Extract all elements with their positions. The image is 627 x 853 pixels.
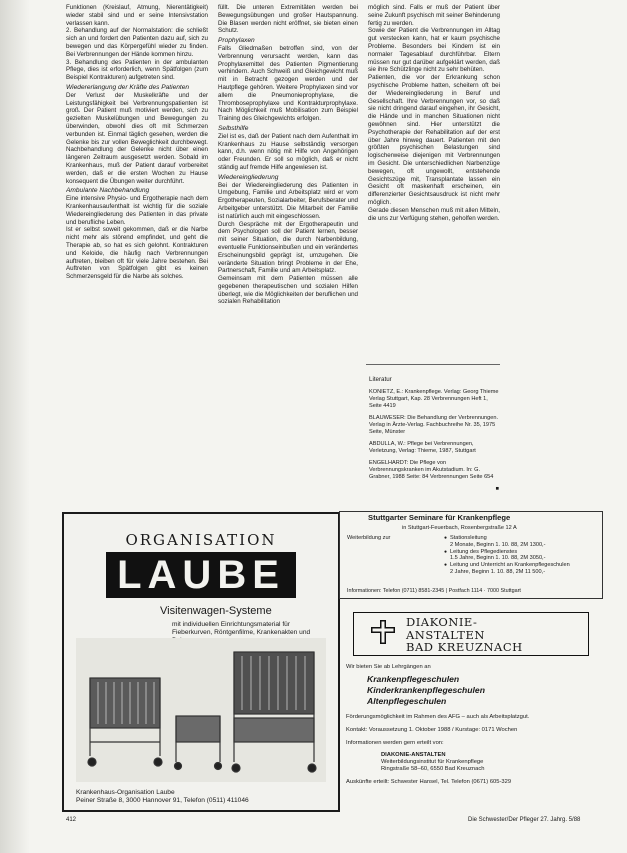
laube-address: Peiner Straße 8, 3000 Hannover 91, Telefon (0511) 411046 [76, 797, 249, 804]
article-paragraph: Falls Gliedmaßen betroffen sind, von der Verbrennung verursacht werden, kann das Prophylaxemittel des Patienten Pigmentierung verhindern. Auch Schweiß und Gleichgewicht muß mit in Betracht gezogen werden und der Hautpflege gehören. Weitere Prophylaxen sind vor allem die Pneumonieprophylaxe, die Thromboseprophylaxe und Kontrakturprophylaxe. Nach Möglichkeit muß Mobilisation zum Beispiel Training des Gleichgewichts erfolgen. [218, 44, 358, 123]
article-column-3 [368, 4, 500, 349]
page-number: 412 [66, 817, 77, 823]
article-paragraph: Patienten, die vor der Erkrankung schon psychische Probleme hatten, scheitern oft bei der Wiedereingliederung in Beruf und Gesellschaft. Ihre Verbrennungen vor, so daß sie nicht dringend darauf eingehen, ihr Gesicht, die Hände und in manchen Situationen nicht gewöhnen sind. Hier unterstützt die Psychotherapie der Rehabilitation auf der erst über Jahre hinweg dauert. Patienten mit den größten psychischen Belastungen sind logischerweise diejenigen mit Verbrennungen im Gesicht. Die unterschiedlichen Narbenzüge bewegen, oft ungewollt, entstehende Gesichtszüge mit, Transplantate lassen ein Gesicht oft maskenhaft erscheinen, ein differenzierter Gesichtsausdruck ist nicht mehr möglich. [368, 74, 500, 206]
article-paragraph: Gemeinsam mit dem Patienten müssen alle gegebenen therapeutischen und sozialen Hilfen überlegt, wie die Möglichkeiten der beruflichen und sozialen Rehabilitation [218, 275, 358, 306]
literature-entry: ABDULLA, W.: Pflege bei Verbrennungen, Verletzung, Verlag: Thieme, 1987, Stuttgart [369, 441, 476, 454]
literature-entry: BLAUWESER: Die Behandlung der Verbrennungen. Verlag in Ärzte-Verlag. Fachbuchreihe Nr. 35, 1975 Seite, Münster [369, 415, 499, 435]
stuttgart-info: Informationen: Telefon (0711) 8581-2345 | Postfach 1114 · 7000 Stuttgart [347, 588, 521, 594]
article-paragraph: Sowie der Patient die Verbrennungen im Alltag gut verstecken kann, hat er kaum psychische Probleme. Besonders bei Kindern ist ein normaler Tagesablauf durchführbar. Eltern müssen nur gut darüber aufgeklärt werden, daß sie ihre Schützlinge nicht zu sehr behüten. [368, 27, 500, 74]
article-subheading: Ambulante Nachbehandlung [66, 187, 150, 195]
diakonie-intro: Wir bieten Sie ab Lehrgängen an [346, 664, 431, 670]
diakonie-name [406, 616, 523, 654]
article-paragraph: Durch Gespräche mit der Ergotherapeutin und dem Psychologen soll der Patient lernen, besser mit seiner Situation, die durch Narbenbildung, eventuelle Funktionseinbußen und ein verändertes Erscheinungsbild geprägt ist, umzugehen. Die veränderte Situation bringt Probleme in der Ehe, Partnerschaft, Familie und am Arbeitsplatz. [218, 220, 358, 275]
course-title: ● Leitung und Unterricht an Krankenpflegeschulen [444, 562, 594, 569]
diakonie-name-line: DIAKONIE- [406, 615, 478, 629]
article-paragraph: Eine intensive Physio- und Ergotherapie nach dem Krankenhausaufenthalt ist wichtig für die soziale Wiedereingliederung des Patienten in das private und berufliche Leben. [66, 195, 208, 226]
diakonie-contact: Ringstraße 58–60, 6550 Bad Kreuznach [381, 766, 485, 772]
laube-headline: Visitenwagen-Systeme [160, 605, 272, 617]
end-mark: ■ [495, 486, 499, 492]
article-paragraph: Bei der Wiedereingliederung des Patienten in Umgebung, Familie und Arbeitsplatz wird er vom Ergotherapeuten, Sozialarbeiter, Berufsberater und Arbeitgeber unterstützt. Die Mitarbeit der Familie ist natürlich auch mit eingeschlossen. [218, 181, 358, 220]
article-paragraph: 3. Behandlung des Patienten in der ambulanten Pflege, dies ist erforderlich, wenn Spätfolgen (zum Beispiel Kontrakturen) aufgetreten sind. [66, 58, 208, 82]
course-title: ● Stationsleitung [444, 535, 594, 542]
article-subheading: Wiedererlangung der Kräfte des Patienten [66, 83, 190, 91]
diakonie-contact: Weiterbildungsinstitut für Krankenpflege [381, 759, 484, 765]
diakonie-text: Kontakt: Voraussetzung 1. Oktober 1988 / Kurstage: 0171 Wochen [346, 727, 518, 733]
stuttgart-further: Weiterbildung zur [347, 535, 391, 541]
laube-footer [76, 789, 326, 805]
article-column-1 [66, 4, 208, 460]
diakonie-program: Altenpflegeschulen [367, 696, 447, 706]
literature-section [369, 376, 499, 498]
article-subheading: Selbsthilfe [218, 124, 249, 132]
diakonie-program: Kinderkrankenpflegeschulen [367, 685, 485, 695]
laube-advertisement [62, 512, 340, 812]
course-detail: 1.5 Jahre, Beginn 1. 10. 88, 2M 3050,- [450, 555, 546, 562]
article-paragraph: möglich sind. Falls er muß der Patient über seine Zukunft psychisch mit seiner Behinderung fertig zu werden. [368, 4, 500, 27]
cross-icon [370, 619, 396, 645]
diakonie-text: Auskünfte erteilt: Schwester Hansel, Tel. Telefon (0671) 605-329 [346, 779, 512, 785]
diakonie-advertisement [341, 612, 611, 806]
article-paragraph: Gerade diesen Menschen muß mit allen Mitteln, die uns zur Verfügung stehen, geholfen werden. [368, 206, 500, 222]
article-column-2 [218, 4, 358, 504]
diakonie-name-line: ANSTALTEN [406, 627, 485, 642]
visitenwagen-photo [76, 638, 326, 782]
stuttgart-address: in Stuttgart-Feuerbach, Rosenbergstraße 12 A [402, 525, 517, 531]
scan-shadow [0, 0, 30, 853]
literature-entry: ENGELHARDT: Die Pflege von Verbrennungskranken im Akutstadium. In: G. Grabner, 1988 Seite: 84 Verbrennungen Seite 654 [369, 460, 494, 480]
stuttgart-course-list [444, 535, 594, 576]
diakonie-text: Förderungsmöglichkeit im Rahmen des AFG – auch als Arbeitsplatzgut. [346, 714, 530, 720]
course-detail: 2 Monate, Beginn 1. 10. 88, 2M 1300,- [450, 541, 546, 548]
literature-heading: Literatur [369, 376, 392, 383]
laube-subline: mit individuellen Einrichtungsmaterial für Fieberkurven, Röntgenfilme, Krankenakten und [172, 621, 311, 636]
stuttgart-seminar-ad [339, 511, 603, 599]
laube-logo: LAUBE [106, 552, 296, 598]
article-paragraph: Der Verlust der Muskelkräfte und der Leistungsfähigkeit bei Verbrennungspatienten ist groß. Der Patient muß motiviert werden, sich zu gezielten Muskelübungen und Bewegungen zu überwinden, obwohl dies oft mit Schmerzen verbunden ist. Einmal täglich gesehen, werden die Gelenke bis zur vollen Beweglichkeit durchbewegt. Nachbehandlung der Gelenke nicht über einen längeren Zeitraum ausgesetzt werden. Sobald im Krankenhaus, muß der Patient darauf vorbereitet werden, daß er die ersten Wochen zu Hause konsequent die Übungen weiter durchführt. [66, 91, 208, 185]
article-subheading: Wiedereingliederung [218, 173, 279, 181]
laube-organisation: ORGANISATION [125, 531, 277, 549]
article-paragraph: Ziel ist es, daß der Patient nach dem Aufenthalt im Krankenhaus zu Hause selbständig versorgen kann, d.h. wenn nötig mit Hilfe von Angehörigen oder Freunden. Er soll so möglich, daß er nicht ständig auf fremde Hilfe angewiesen ist. [218, 132, 358, 171]
journal-footer: Die Schwester/Der Pfleger 27. Jahrg. 5/88 [468, 817, 581, 823]
article-paragraph: Ist er selbst soweit gekommen, daß er die Narbe nicht mehr als störend empfindet, und geht die Therapie ab, so hat es sich gelohnt. Kontrakturen und Keloide, die häufig nach Verbrennungen auftreten, bleiben oft für viele Jahre bestehen. Bei Auftreten von Spätfolgen gibt es keinen Schmerzensgeld für die Narbe als solches. [66, 226, 208, 281]
article-paragraph: füllt. Die unteren Extremitäten werden bei Bewegungsübungen und großer Hautspannung. Die Blasen werden nicht eröffnet, sie bieten einen Schutz. [218, 4, 358, 35]
diakonie-text: Informationen werden gern erteilt von: [346, 740, 444, 746]
article-paragraph: Funktionen (Kreislauf, Atmung, Nierentätigkeit) wieder stabil sind und er seine Intensivstation verlassen kann. [66, 4, 208, 27]
diakonie-contact: DIAKONIE-ANSTALTEN [381, 752, 446, 758]
diakonie-name-line: BAD KREUZNACH [406, 640, 523, 654]
course-detail: 2 Jahre, Beginn 1. 10. 88, 2M 11 500,- [450, 568, 546, 575]
literature-entry: KONIETZ, E.: Krankenpflege. Verlag: Georg Thieme Verlag Stuttgart, Kap. 28 Verbrennungen Heft 1, Seite 4419 [369, 389, 499, 409]
literature-divider [366, 364, 500, 365]
article-paragraph: 2. Behandlung auf der Normalstation: die schließt sich an und fordert den Patienten dazu auf, sich zu bewegen und das Körpergefühl wieder zu finden. Bei Verbrennungen der Hände kommen hinzu. [66, 27, 208, 58]
article-subheading: Prophylaxen [218, 37, 255, 45]
course-title: ● Leitung des Pflegedienstes [444, 549, 594, 556]
diakonie-program: Krankenpflegeschulen [367, 674, 460, 684]
laube-company: Krankenhaus-Organisation Laube [76, 789, 175, 796]
stuttgart-title: Stuttgarter Seminare für Krankenpflege [368, 513, 511, 522]
diakonie-logo-box [353, 612, 589, 656]
